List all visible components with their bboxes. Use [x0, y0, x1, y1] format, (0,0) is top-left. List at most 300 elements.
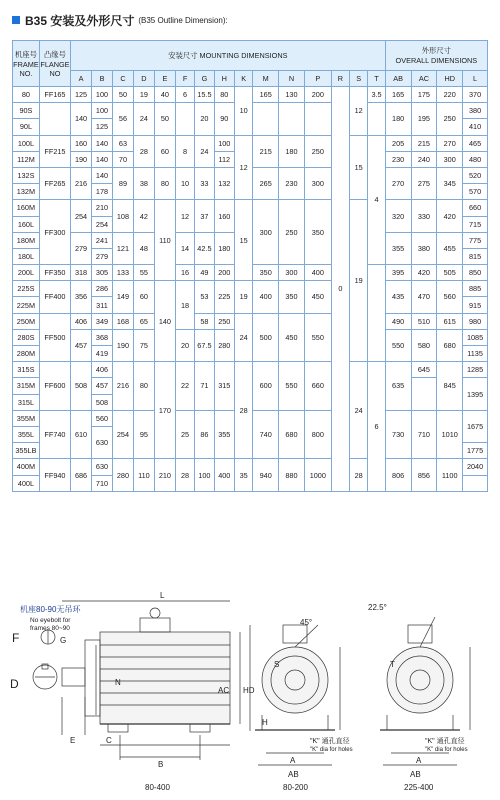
frame-cell: 132S [13, 167, 40, 183]
value-cell [279, 103, 305, 135]
value-cell: 710 [92, 475, 113, 491]
value-cell [411, 378, 437, 410]
value-cell: 110 [133, 459, 154, 491]
value-cell: 1285 [463, 362, 488, 378]
value-cell: 70 [112, 151, 133, 167]
value-cell: 508 [92, 394, 113, 410]
frame-cell: 280S [13, 329, 40, 345]
value-cell: 550 [304, 313, 331, 362]
value-cell: 100 [214, 135, 234, 151]
value-cell: 370 [463, 87, 488, 103]
value-cell: 305 [92, 265, 113, 281]
value-cell: 630 [92, 459, 113, 475]
value-cell: 55 [133, 265, 154, 281]
value-cell: 420 [411, 265, 437, 281]
frame-cell: 225M [13, 297, 40, 313]
value-cell: 210 [92, 200, 113, 216]
value-cell: 80 [154, 167, 175, 199]
value-cell: 205 [385, 135, 411, 151]
value-cell: 42 [133, 200, 154, 232]
flange-cell: FF400 [39, 281, 70, 313]
value-cell: 140 [154, 281, 175, 362]
frame-cell: 250M [13, 313, 40, 329]
col-header-m: M [253, 71, 279, 87]
value-cell: 270 [437, 135, 463, 151]
value-cell: 550 [385, 329, 411, 361]
value-cell: 112 [214, 151, 234, 167]
value-cell: 286 [92, 281, 113, 297]
value-cell: 1000 [304, 459, 331, 491]
frame-cell: 160M [13, 200, 40, 216]
header-overall: 外形尺寸 OVERALL DIMENSIONS [385, 41, 487, 71]
page-title [12, 8, 228, 32]
table-row [13, 87, 488, 103]
value-cell: 28 [175, 459, 194, 491]
value-cell: 216 [112, 362, 133, 411]
value-cell: 12 [350, 87, 368, 136]
value-cell: 216 [71, 167, 92, 199]
label-D: D [10, 677, 19, 691]
label-A-2: A [416, 756, 422, 765]
value-cell: 63 [112, 135, 133, 151]
note-en1: No eyebolt for [30, 617, 71, 624]
value-cell: 190 [71, 151, 92, 167]
value-cell: 1135 [463, 346, 488, 362]
value-cell: 65 [133, 313, 154, 329]
value-cell: 49 [195, 265, 214, 281]
value-cell: 885 [463, 281, 488, 297]
value-cell: 121 [112, 232, 133, 264]
col-header-c: C [112, 71, 133, 87]
value-cell: 355 [385, 232, 411, 264]
value-cell: 125 [71, 87, 92, 103]
value-cell: 400 [253, 281, 279, 313]
note-cn: 机座80-90无吊环 [20, 605, 81, 614]
label-G: G [60, 636, 67, 645]
value-cell: 806 [385, 459, 411, 491]
frame-cell: 90S [13, 103, 40, 119]
col-header-h: H [214, 71, 234, 87]
value-cell: 20 [175, 329, 194, 361]
value-cell: 140 [92, 151, 113, 167]
value-cell: 1675 [463, 410, 488, 442]
flange-cell: FF350 [39, 265, 70, 281]
value-cell: 800 [304, 410, 331, 459]
label-C: C [106, 736, 112, 745]
col-header-d: D [133, 71, 154, 87]
label-AB-1: AB [288, 770, 299, 779]
col-header-b: B [92, 71, 113, 87]
table-row [13, 281, 488, 297]
value-cell: 24 [133, 103, 154, 135]
value-cell: 60 [154, 135, 175, 167]
frame-cell: 355M [13, 410, 40, 426]
value-cell: 457 [71, 329, 92, 361]
value-cell: 195 [411, 103, 437, 135]
value-cell: 200 [304, 87, 331, 103]
value-cell: 380 [463, 103, 488, 119]
value-cell: 19 [350, 200, 368, 362]
frame-cell: 90L [13, 119, 40, 135]
frame-cell: 180M [13, 232, 40, 248]
value-cell: 380 [411, 232, 437, 264]
value-cell: 510 [411, 313, 437, 329]
value-cell: 230 [279, 167, 305, 199]
angle-1: 45° [300, 618, 313, 627]
value-cell: 132 [214, 167, 234, 199]
value-cell: 775 [463, 232, 488, 248]
value-cell: 254 [71, 200, 92, 232]
value-cell: 615 [437, 313, 463, 329]
value-cell: 560 [92, 410, 113, 426]
value-cell: 250 [437, 103, 463, 135]
value-cell: 71 [195, 362, 214, 411]
value-cell: 241 [92, 232, 113, 248]
value-cell: 140 [92, 167, 113, 183]
value-cell: 15.5 [195, 87, 214, 103]
value-cell: 311 [92, 297, 113, 313]
frame-cell: 160L [13, 216, 40, 232]
value-cell: 280 [214, 329, 234, 361]
value-cell: 1100 [437, 459, 463, 491]
value-cell: 16 [175, 265, 194, 281]
value-cell: 400 [214, 459, 234, 491]
label-S: S [274, 660, 280, 669]
value-cell: 856 [411, 459, 437, 491]
value-cell: 279 [71, 232, 92, 264]
label-HD: HD [243, 686, 255, 695]
value-cell: 368 [92, 329, 113, 345]
col-header-t: T [368, 71, 385, 87]
value-cell: 56 [112, 103, 133, 135]
value-cell: 300 [253, 200, 279, 265]
value-cell: 48 [133, 232, 154, 264]
flange-cell: FF300 [39, 200, 70, 265]
value-cell: 500 [253, 313, 279, 362]
value-cell: 350 [304, 200, 331, 265]
value-cell: 33 [195, 167, 214, 199]
value-cell: 660 [463, 200, 488, 216]
value-cell: 28 [235, 362, 253, 459]
table-row [13, 200, 488, 216]
value-cell: 225 [214, 281, 234, 313]
value-cell: 133 [112, 265, 133, 281]
hole-cn-1: "K" 通孔直径 [310, 738, 350, 745]
flange-cell: FF265 [39, 167, 70, 199]
col-header-l: L [463, 71, 488, 87]
title-main: B35 安装及外形尺寸 [25, 13, 135, 28]
value-cell: 356 [71, 281, 92, 313]
value-cell: 520 [463, 167, 488, 183]
col-header-k: K [235, 71, 253, 87]
frame-cell: 100L [13, 135, 40, 151]
col-header-n: N [279, 71, 305, 87]
value-cell: 550 [279, 362, 305, 411]
value-cell: 740 [253, 410, 279, 459]
value-cell: 28 [350, 459, 368, 491]
value-cell: 67.5 [195, 329, 214, 361]
dimension-table [12, 40, 488, 492]
value-cell: 915 [463, 297, 488, 313]
value-cell: 300 [279, 265, 305, 281]
frame-cell: 132M [13, 184, 40, 200]
label-T: T [390, 660, 395, 669]
value-cell [463, 475, 488, 491]
value-cell: 215 [253, 135, 279, 167]
value-cell: 19 [235, 281, 253, 313]
frame-cell: 225S [13, 281, 40, 297]
header-flange: 凸缘号 FLANGE NO [39, 41, 70, 87]
table-row [13, 459, 488, 475]
value-cell: 15 [235, 200, 253, 281]
frame-cell: 180L [13, 248, 40, 264]
value-cell: 635 [385, 362, 411, 411]
value-cell: 40 [154, 87, 175, 103]
header-frame: 机座号 FRAME NO. [13, 41, 40, 87]
value-cell: 18 [175, 281, 194, 330]
value-cell [368, 265, 385, 362]
table-row [13, 135, 488, 151]
value-cell: 165 [385, 87, 411, 103]
value-cell: 686 [71, 459, 92, 491]
value-cell: 350 [253, 265, 279, 281]
value-cell: 680 [437, 329, 463, 361]
frame-cell: 355L [13, 426, 40, 442]
value-cell: 220 [437, 87, 463, 103]
value-cell: 250 [304, 135, 331, 167]
value-cell: 180 [385, 103, 411, 135]
front2-range: 225-400 [404, 783, 434, 792]
value-cell: 37 [195, 200, 214, 232]
value-cell: 580 [411, 329, 437, 361]
value-cell: 570 [463, 184, 488, 200]
value-cell: 279 [92, 248, 113, 264]
value-cell: 300 [304, 167, 331, 199]
value-cell: 345 [437, 167, 463, 199]
value-cell: 410 [463, 119, 488, 135]
value-cell: 660 [304, 362, 331, 411]
value-cell: 254 [112, 410, 133, 459]
angle-2: 22.5° [368, 603, 387, 612]
value-cell: 350 [279, 281, 305, 313]
frame-cell: 80 [13, 87, 40, 103]
header-mounting: 安装尺寸 MOUNTING DIMENSIONS [71, 41, 386, 71]
value-cell: 680 [279, 410, 305, 459]
value-cell: 610 [71, 410, 92, 459]
title-sub: (B35 Outline Dimension): [138, 15, 228, 25]
value-cell: 19 [133, 87, 154, 103]
value-cell: 38 [133, 167, 154, 199]
col-header-ac: AC [411, 71, 437, 87]
value-cell: 275 [411, 167, 437, 199]
label-E: E [70, 736, 76, 745]
value-cell: 320 [385, 200, 411, 232]
value-cell: 24 [350, 362, 368, 459]
table-row [13, 313, 488, 329]
value-cell: 75 [133, 329, 154, 361]
value-cell: 14 [175, 232, 194, 264]
label-N: N [115, 678, 121, 687]
col-header-p: P [304, 71, 331, 87]
value-cell: 20 [195, 103, 214, 135]
col-header-a: A [71, 71, 92, 87]
value-cell: 149 [112, 281, 133, 313]
value-cell: 210 [154, 459, 175, 491]
value-cell: 406 [92, 362, 113, 378]
value-cell: 455 [437, 232, 463, 264]
flange-cell [39, 103, 70, 135]
side-range: 80-400 [145, 783, 170, 792]
value-cell: 10 [235, 87, 253, 136]
col-header-s: S [350, 71, 368, 87]
drawing-svg [0, 585, 500, 800]
value-cell: 465 [463, 135, 488, 151]
value-cell: 349 [92, 313, 113, 329]
value-cell: 270 [385, 167, 411, 199]
value-cell: 130 [279, 87, 305, 103]
value-cell: 250 [214, 313, 234, 329]
flange-cell: FF215 [39, 135, 70, 167]
label-A-1: A [290, 756, 296, 765]
value-cell: 24 [235, 313, 253, 362]
value-cell: 560 [437, 281, 463, 313]
value-cell: 630 [92, 426, 113, 458]
label-L: L [160, 591, 165, 600]
value-cell: 450 [279, 313, 305, 362]
value-cell: 168 [112, 313, 133, 329]
label-H: H [262, 718, 268, 727]
value-cell: 240 [411, 151, 437, 167]
value-cell: 165 [253, 87, 279, 103]
value-cell: 35 [235, 459, 253, 491]
col-header-f: F [175, 71, 194, 87]
value-cell: 42.5 [195, 232, 214, 264]
value-cell: 280 [112, 459, 133, 491]
value-cell: 254 [92, 216, 113, 232]
col-header-g: G [195, 71, 214, 87]
value-cell: 815 [463, 248, 488, 264]
value-cell: 24 [195, 135, 214, 167]
value-cell: 4 [368, 135, 385, 265]
value-cell: 395 [385, 265, 411, 281]
value-cell: 28 [133, 135, 154, 167]
col-header-r: R [331, 71, 349, 87]
value-cell: 400 [304, 265, 331, 281]
value-cell: 6 [368, 362, 385, 492]
value-cell: 180 [214, 232, 234, 264]
value-cell: 315 [214, 362, 234, 411]
flange-cell: FF740 [39, 410, 70, 459]
value-cell: 980 [463, 313, 488, 329]
value-cell: 215 [411, 135, 437, 151]
value-cell: 180 [279, 135, 305, 167]
value-cell: 110 [154, 200, 175, 281]
frame-cell: 400M [13, 459, 40, 475]
value-cell: 715 [463, 216, 488, 232]
col-header-e: E [154, 71, 175, 87]
value-cell: 6 [175, 87, 194, 103]
value-cell: 108 [112, 200, 133, 232]
col-header-hd: HD [437, 71, 463, 87]
value-cell: 53 [195, 281, 214, 313]
value-cell: 3.5 [368, 87, 385, 103]
value-cell: 160 [71, 135, 92, 151]
value-cell: 457 [92, 378, 113, 394]
value-cell [368, 103, 385, 135]
title-square-icon [12, 16, 20, 24]
hole-en-2: "K" dia for holes [425, 747, 468, 753]
value-cell: 90 [214, 103, 234, 135]
value-cell [175, 103, 194, 135]
value-cell: 880 [279, 459, 305, 491]
value-cell: 508 [71, 362, 92, 411]
value-cell: 450 [304, 281, 331, 313]
value-cell: 1775 [463, 443, 488, 459]
frame-cell: 112M [13, 151, 40, 167]
frame-cell: 315S [13, 362, 40, 378]
flange-cell: FF600 [39, 362, 70, 411]
value-cell: 100 [92, 103, 113, 119]
value-cell: 318 [71, 265, 92, 281]
value-cell: 125 [92, 119, 113, 135]
value-cell: 850 [463, 265, 488, 281]
value-cell: 230 [385, 151, 411, 167]
flange-cell: FF165 [39, 87, 70, 103]
frame-cell: 200L [13, 265, 40, 281]
value-cell: 190 [112, 329, 133, 361]
label-F: F [12, 631, 20, 645]
value-cell: 420 [437, 200, 463, 232]
value-cell: 170 [154, 362, 175, 459]
value-cell: 1085 [463, 329, 488, 345]
hole-en-1: "K" dia for holes [310, 747, 353, 753]
value-cell: 178 [92, 184, 113, 200]
front1-range: 80-200 [283, 783, 308, 792]
value-cell: 355 [214, 410, 234, 459]
frame-cell: 355LB [13, 443, 40, 459]
value-cell: 80 [214, 87, 234, 103]
frame-cell: 280M [13, 346, 40, 362]
col-header-ab: AB [385, 71, 411, 87]
value-cell: 95 [133, 410, 154, 459]
label-AC: AC [218, 686, 230, 695]
frame-cell: 315M [13, 378, 40, 394]
value-cell: 160 [214, 200, 234, 232]
value-cell: 940 [253, 459, 279, 491]
label-AB-2: AB [410, 770, 421, 779]
value-cell: 50 [154, 103, 175, 135]
value-cell: 80 [133, 362, 154, 411]
value-cell: 8 [175, 135, 194, 167]
value-cell: 22 [175, 362, 194, 411]
value-cell: 480 [463, 151, 488, 167]
value-cell: 89 [112, 167, 133, 199]
value-cell: 710 [411, 410, 437, 459]
value-cell: 1010 [437, 410, 463, 459]
value-cell: 15 [350, 135, 368, 200]
table-row [13, 362, 488, 378]
value-cell: 50 [112, 87, 133, 103]
note-en2: frames 80~90 [30, 625, 70, 632]
value-cell [253, 103, 279, 135]
hole-cn-2: "K" 通孔直径 [425, 738, 465, 745]
value-cell: 330 [411, 200, 437, 232]
flange-cell: FF940 [39, 459, 70, 491]
value-cell: 250 [279, 200, 305, 265]
value-cell: 265 [253, 167, 279, 199]
value-cell: 600 [253, 362, 279, 411]
value-cell: 100 [195, 459, 214, 491]
